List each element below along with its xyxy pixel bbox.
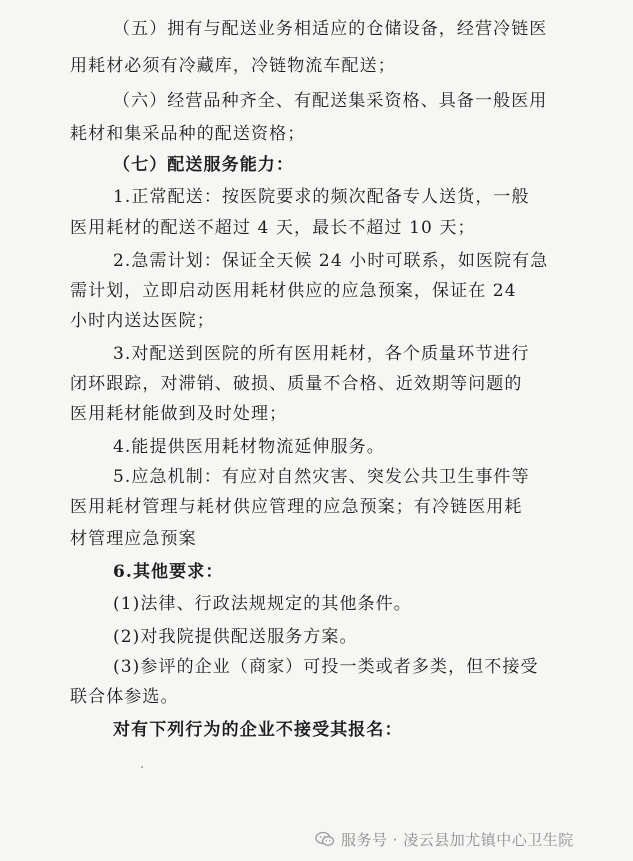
doc-line-13: 医用耗材能做到及时处理； [70,404,288,424]
doc-line-16: 医用耗材管理与耗材供应管理的应急预案；有冷链医用耗 [70,497,523,517]
wechat-icon [315,831,335,847]
doc-line-11: 3.对配送到医院的所有医用耗材，各个质量环节进行 [113,344,530,364]
doc-line-14: 4.能提供医用耗材物流延伸服务。 [113,437,385,457]
watermark [315,828,574,850]
doc-line-4: 耗材和集采品种的配送资格； [70,124,306,144]
speck-mark [141,766,143,768]
watermark-text: 服务号 · 凌云县加尤镇中心卫生院 [341,830,574,849]
doc-line-18: 6.其他要求： [113,562,224,582]
doc-line-9: 需计划，立即启动医用耗材供应的应急预案，保证在 24 [70,281,517,301]
doc-line-20: (2)对我院提供配送服务方案。 [113,627,358,647]
doc-line-3: （六）经营品种齐全、有配送集采资格、具备一般医用 [113,91,548,111]
doc-line-5: （七）配送服务能力： [113,155,294,175]
doc-line-6: 1.正常配送：按医院要求的频次配备专人送货，一般 [113,187,530,207]
doc-line-12: 闭环跟踪，对滞销、破损、质量不合格、近效期等问题的 [70,374,523,394]
doc-line-8: 2.急需计划：保证全天候 24 小时可联系，如医院有急 [113,251,549,271]
doc-line-1: （五）拥有与配送业务相适应的仓储设备，经营冷链医 [113,19,548,39]
doc-line-17: 材管理应急预案 [70,529,197,549]
doc-line-19: (1)法律、行政法规规定的其他条件。 [113,594,412,614]
doc-line-15: 5.应急机制：有应对自然灾害、突发公共卫生事件等 [113,467,530,487]
doc-line-10: 小时内送达医院； [70,311,215,331]
doc-line-21: (3)参评的企业（商家）可投一类或者多类，但不接受 [113,657,539,677]
doc-line-2: 用耗材必须有冷藏库，冷链物流车配送； [70,56,396,76]
doc-line-23: 对有下列行为的企业不接受其报名： [113,720,403,740]
doc-line-22: 联合体参选。 [70,687,179,707]
doc-line-7: 医用耗材的配送不超过 4 天，最长不超过 10 天； [70,218,476,238]
